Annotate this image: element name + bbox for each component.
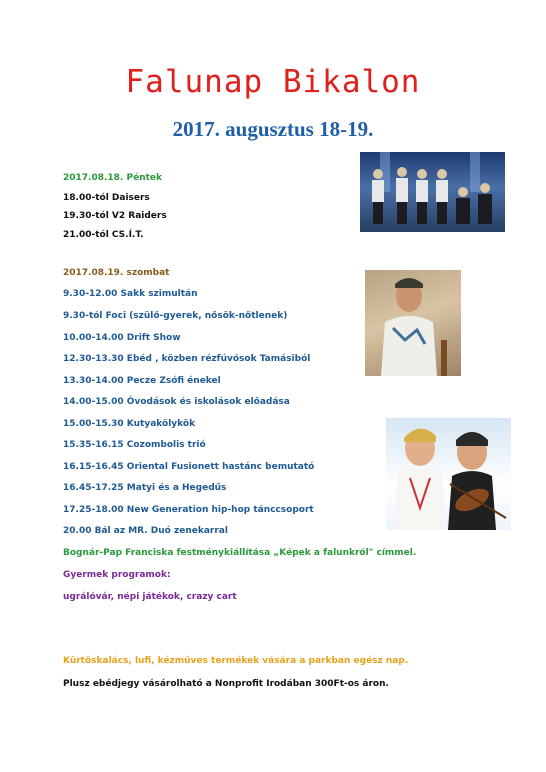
musicians-photo (386, 418, 511, 530)
friday-item: 19.30-tól V2 Raiders (63, 211, 167, 221)
saturday-item: 10.00-14.00 Drift Show (63, 333, 181, 343)
saturday-item: 17.25-18.00 New Generation hip-hop tánccsoport (63, 505, 314, 515)
kids-heading: Gyermek programok: (63, 570, 171, 580)
lunch-ticket-text: Plusz ebédjegy vásárolható a Nonprofit Irodában 300Ft-os áron. (63, 679, 389, 689)
friday-item: 21.00-tól CS.Í.T. (63, 230, 144, 240)
friday-heading: 2017.08.18. Péntek (63, 173, 162, 183)
singer-photo (365, 270, 461, 376)
saturday-item: 9.30-tól Foci (szülő-gyerek, nősök-nőtlenek) (63, 311, 288, 321)
kids-text: ugrálóvár, népi játékok, crazy cart (63, 592, 237, 602)
friday-item: 18.00-tól Daisers (63, 193, 150, 203)
saturday-item: 13.30-14.00 Pecze Zsófi énekel (63, 376, 221, 386)
fair-text: Kürtőskalács, lufi, kézműves termékek vására a parkban egész nap. (63, 656, 409, 666)
saturday-item: 20.00 Bál az MR. Duó zenekarral (63, 526, 228, 536)
saturday-item: 15.35-16.15 Cozombolis trió (63, 440, 206, 450)
saturday-heading: 2017.08.19. szombat (63, 268, 170, 278)
exhibition-text: Bognár-Pap Franciska festménykiállítása „Képek a falunkról" címmel. (63, 548, 417, 558)
saturday-item: 15.00-15.30 Kutyakölykök (63, 419, 196, 429)
poster-title: Falunap Bikalon (125, 64, 421, 100)
saturday-item: 14.00-15.00 Óvodások és iskolások előadása (63, 397, 290, 407)
saturday-item: 9.30-12.00 Sakk szimultán (63, 289, 198, 299)
event-dates: 2017. augusztus 18-19. (172, 117, 374, 141)
saturday-item: 16.15-16.45 Oriental Fusionett hastánc bemutató (63, 462, 315, 472)
saturday-item: 12.30-13.30 Ebéd , közben rézfúvósok Tamásiból (63, 354, 311, 364)
dance-group-photo (360, 152, 505, 232)
saturday-item: 16.45-17.25 Matyi és a Hegedűs (63, 483, 227, 493)
